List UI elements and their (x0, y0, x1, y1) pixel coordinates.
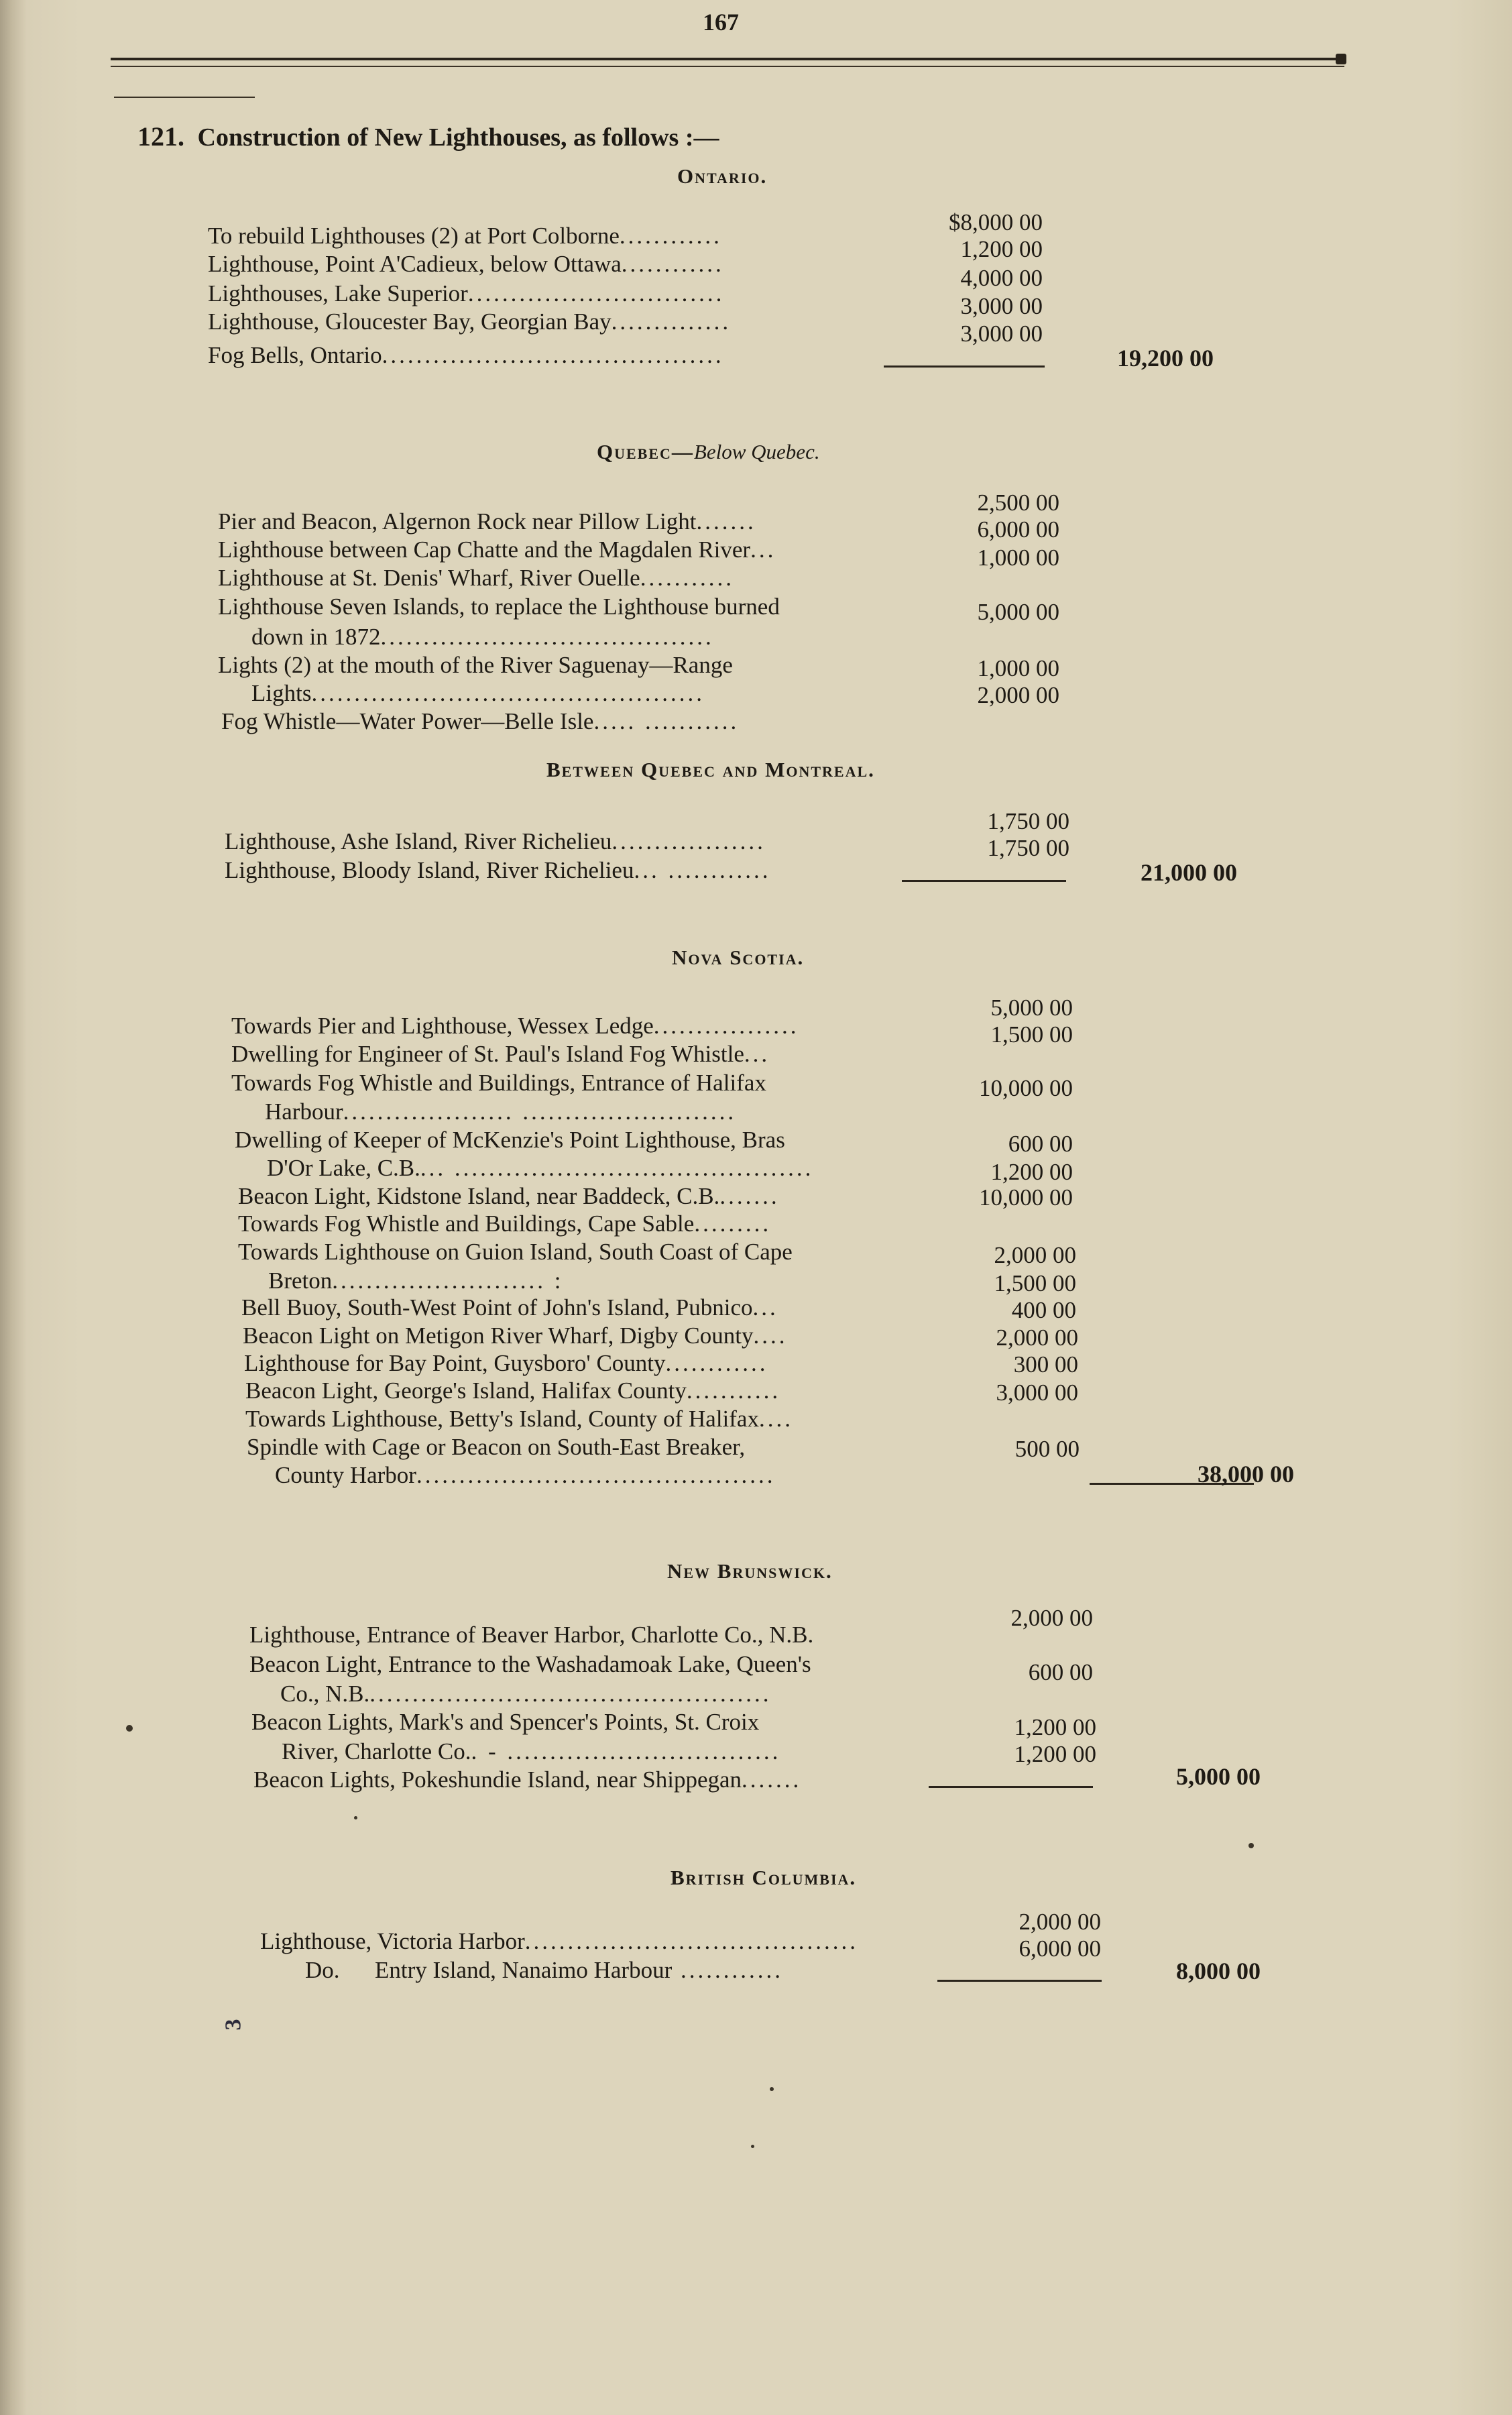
row-amount: 2,000 00 (996, 1325, 1078, 1351)
row-amount: 3,000 00 (960, 321, 1043, 347)
section-subtitle: Below Quebec. (693, 440, 820, 463)
row-amount: 1,200 00 (960, 236, 1043, 262)
row-label: Spindle with Cage or Beacon on South-East Breaker, (247, 1434, 746, 1460)
row-amount: 5,000 00 (977, 599, 1059, 625)
leader-dots: .......................................... (416, 1462, 776, 1488)
row-label: Towards Fog Whistle and Buildings, Cape Sable (238, 1211, 695, 1237)
row-label: Towards Lighthouse, Betty's Island, County of Halifax (245, 1406, 759, 1432)
table-row (231, 1013, 808, 1040)
row-label: Fog Whistle—Water Power—Belle Isle (221, 708, 594, 734)
table-row-continuation (275, 1462, 892, 1489)
section-total: 21,000 00 (1141, 859, 1237, 886)
row-label: Lighthouse, Point A'Cadieux, below Ottawa (208, 251, 622, 277)
leader-dots: ... (750, 537, 776, 563)
leader-dots: .............................................. (311, 680, 705, 706)
section-title-british-columbia: British Columbia. (671, 1866, 857, 1889)
table-row (235, 1127, 785, 1154)
leader-dots: ....... (742, 1766, 802, 1793)
row-amount: 2,000 00 (977, 682, 1059, 708)
table-row (238, 1183, 800, 1210)
table-row (241, 1294, 793, 1321)
table-row-continuation (268, 1268, 694, 1294)
row-label: Lighthouse Seven Islands, to replace the Lighthouse burned (218, 594, 780, 620)
table-row (208, 280, 817, 307)
item-title-text: Construction of New Lighthouses, as follows :— (197, 123, 719, 152)
leader-dots: ....................................... (524, 1928, 859, 1954)
leader-dots: ... (752, 1294, 778, 1321)
ink-speck (751, 2145, 754, 2148)
page-number: 167 (703, 9, 739, 36)
ink-speck (1248, 1843, 1254, 1848)
table-row (225, 857, 801, 884)
row-label: Lighthouse at St. Denis' Wharf, River Ouelle (218, 565, 640, 591)
row-label: Lighthouses, Lake Superior (208, 280, 468, 306)
rule-end-ornament (1336, 54, 1346, 64)
table-row-continuation (282, 1738, 900, 1765)
row-amount: 6,000 00 (977, 516, 1059, 543)
table-row (305, 1957, 806, 1984)
row-amount: 10,000 00 (979, 1075, 1073, 1101)
table-row (244, 1350, 793, 1377)
leader-dots: ............ (621, 251, 724, 277)
row-amount: 2,000 00 (1010, 1605, 1093, 1631)
leader-dots: .... (758, 1406, 793, 1432)
row-label: Beacon Lights, Pokeshundie Island, near Shippegan (253, 1766, 742, 1793)
leader-dots: .................. (612, 828, 766, 854)
row-label: County Harbor (275, 1462, 416, 1488)
row-amount: 4,000 00 (960, 265, 1043, 291)
table-row (225, 828, 806, 855)
leader-dots: ............ (619, 223, 722, 249)
table-row (218, 594, 780, 620)
table-row (208, 342, 845, 369)
row-label: Lighthouse, Gloucester Bay, Georgian Bay (208, 308, 612, 335)
leader-dots: ............ (665, 1350, 768, 1376)
row-label: Dwelling of Keeper of McKenzie's Point Lighthouse, Bras (235, 1127, 785, 1153)
row-label: Lighthouse between Cap Chatte and the Magdalen River (218, 537, 751, 563)
leader-dots: ............................................... (369, 1681, 772, 1707)
row-label: Pier and Beacon, Algernon Rock near Pillow Light (218, 508, 697, 535)
top-rule (111, 58, 1344, 60)
row-label: Beacon Lights, Mark's and Spencer's Points, St. Croix (251, 1709, 760, 1735)
table-row-continuation (251, 624, 830, 651)
margin-mark: 3 (221, 2019, 246, 2031)
leader-dots: ................. (653, 1013, 799, 1039)
leader-dots: ... (744, 1041, 770, 1067)
row-amount: 1,000 00 (977, 545, 1059, 571)
row-label: Lighthouse, Entrance of Beaver Harbor, Charlotte Co., N.B. (249, 1622, 814, 1648)
section-total: 38,000 00 (1198, 1461, 1294, 1487)
row-label: Breton (268, 1268, 333, 1294)
table-row-continuation (251, 680, 861, 707)
table-row (218, 652, 733, 679)
row-label: Lighthouse for Bay Point, Guysboro' County (244, 1350, 666, 1376)
row-amount: 10,000 00 (979, 1184, 1073, 1211)
row-label: Towards Lighthouse on Guion Island, South Coast of Cape (238, 1239, 793, 1265)
row-label: To rebuild Lighthouses (2) at Port Colborne (208, 223, 620, 249)
row-amount: 500 00 (1014, 1436, 1080, 1462)
leader-dots: ....................................... (380, 624, 714, 650)
row-label: D'Or Lake, C.B. (267, 1155, 420, 1181)
table-row (251, 1709, 759, 1736)
row-label: Towards Fog Whistle and Buildings, Entrance of Halifax (231, 1070, 766, 1096)
row-label: Lighthouse, Ashe Island, River Richelieu (225, 828, 612, 854)
leader-dots: ... ............ (634, 857, 771, 883)
row-label: Beacon Light on Metigon River Wharf, Digby County (243, 1323, 754, 1349)
table-row-continuation (267, 1155, 930, 1182)
row-label: Lighthouse, Victoria Harbor (260, 1928, 525, 1954)
row-amount: 1,200 00 (1014, 1714, 1096, 1740)
row-label: Co., N.B. (280, 1681, 370, 1707)
ink-speck (126, 1725, 133, 1732)
leader-dots: .............................. (467, 280, 725, 306)
table-row (238, 1239, 793, 1266)
section-total: 8,000 00 (1176, 1958, 1261, 1984)
leader-dots: ........................................ (382, 342, 724, 368)
section-title-new-brunswick: New Brunswick. (667, 1559, 833, 1583)
table-row (221, 708, 808, 735)
table-row (243, 1323, 807, 1349)
row-label: Towards Pier and Lighthouse, Wessex Ledge (231, 1013, 654, 1039)
subtotal-rule (884, 366, 1045, 368)
leader-dots: ....... (719, 1183, 780, 1209)
row-label: Dwelling for Engineer of St. Paul's Island Fog Whistle (231, 1041, 744, 1067)
leader-dots: ... .......................................... (420, 1155, 814, 1181)
section-title-quebec (597, 440, 820, 464)
row-amount: 1,750 00 (987, 835, 1069, 861)
row-amount: 1,500 00 (994, 1270, 1076, 1296)
leader-dots: .................... ......................... (343, 1099, 737, 1125)
table-row (253, 1766, 829, 1793)
row-amount: $8,000 00 (949, 209, 1043, 235)
table-row (218, 508, 770, 535)
row-label: Beacon Light, George's Island, Halifax County (245, 1378, 687, 1404)
table-row (208, 251, 749, 278)
row-label: Fog Bells, Ontario (208, 342, 382, 368)
ink-speck (354, 1816, 357, 1819)
leader-dots: ......................... : (332, 1268, 564, 1294)
table-row (208, 223, 754, 249)
table-row (249, 1622, 813, 1648)
table-row-continuation (280, 1681, 939, 1707)
row-amount: 6,000 00 (1019, 1935, 1101, 1962)
table-row (245, 1406, 813, 1433)
leader-dots: . - ................................ (471, 1738, 781, 1764)
subtotal-rule (902, 880, 1066, 882)
row-label: Lighthouse, Bloody Island, River Richelieu (225, 857, 634, 883)
section-total: 19,200 00 (1117, 345, 1214, 372)
row-amount: 1,200 00 (1014, 1741, 1096, 1767)
leader-dots: ........... (686, 1378, 781, 1404)
row-label: Lights (2) at the mouth of the River Saguenay—Range (218, 652, 733, 678)
row-label: River, Charlotte Co. (282, 1738, 471, 1764)
row-amount: 400 00 (1011, 1297, 1076, 1323)
section-title-ontario: Ontario. (677, 164, 768, 188)
row-amount: 1,000 00 (977, 655, 1059, 681)
row-label: down in 1872 (251, 624, 381, 650)
section-title-nova-scotia: Nova Scotia. (672, 946, 805, 969)
ink-speck (770, 2087, 774, 2091)
table-row (231, 1041, 784, 1068)
subtotal-rule (929, 1786, 1093, 1788)
table-row (208, 308, 772, 335)
row-label: Beacon Light, Kidstone Island, near Baddeck, C.B. (238, 1183, 720, 1209)
row-label: Do. Entry Island, Nanaimo Harbour (305, 1957, 673, 1983)
row-amount: 3,000 00 (960, 293, 1043, 319)
row-label: Bell Buoy, South-West Point of John's Island, Pubnico (241, 1294, 753, 1321)
row-amount: 3,000 00 (996, 1380, 1078, 1406)
row-label: Harbour (265, 1099, 343, 1125)
row-amount: 2,000 00 (994, 1242, 1076, 1268)
section-title-text: Quebec— (597, 440, 694, 463)
table-row-continuation (265, 1099, 880, 1125)
row-amount: 1,500 00 (990, 1021, 1073, 1048)
table-row (260, 1928, 860, 1955)
row-amount: 1,750 00 (987, 808, 1069, 834)
leader-dots: ............ (672, 1957, 783, 1983)
leader-dots: .... (753, 1323, 788, 1349)
leader-dots: ....... (696, 508, 756, 535)
short-rule (114, 97, 255, 98)
section-total: 5,000 00 (1176, 1763, 1261, 1790)
leader-dots: .............. (611, 308, 732, 335)
table-row (238, 1211, 795, 1237)
section-title-quebec-montreal: Between Quebec and Montreal. (546, 758, 875, 781)
table-row (249, 1651, 811, 1678)
table-row (218, 537, 791, 563)
top-rule-thin (111, 66, 1344, 67)
row-amount: 300 00 (1013, 1351, 1078, 1378)
row-amount: 600 00 (1008, 1131, 1073, 1157)
leader-dots: ........... (640, 565, 734, 591)
leader-dots: ..... ........... (593, 708, 740, 734)
item-heading (137, 121, 719, 152)
row-amount: 2,000 00 (1019, 1909, 1101, 1935)
table-row (231, 1070, 766, 1097)
leader-dots: ......... (694, 1211, 772, 1237)
row-label: Lights (251, 680, 312, 706)
subtotal-rule (937, 1980, 1102, 1982)
item-number: 121. (137, 121, 184, 152)
row-amount: 2,500 00 (977, 490, 1059, 516)
row-label: Beacon Light, Entrance to the Washadamoak Lake, Queen's (249, 1651, 811, 1677)
table-row (218, 565, 774, 592)
row-amount: 1,200 00 (990, 1159, 1073, 1185)
row-amount: 5,000 00 (990, 995, 1073, 1021)
table-row (245, 1378, 814, 1404)
table-row (247, 1434, 745, 1461)
row-amount: 600 00 (1028, 1659, 1093, 1685)
